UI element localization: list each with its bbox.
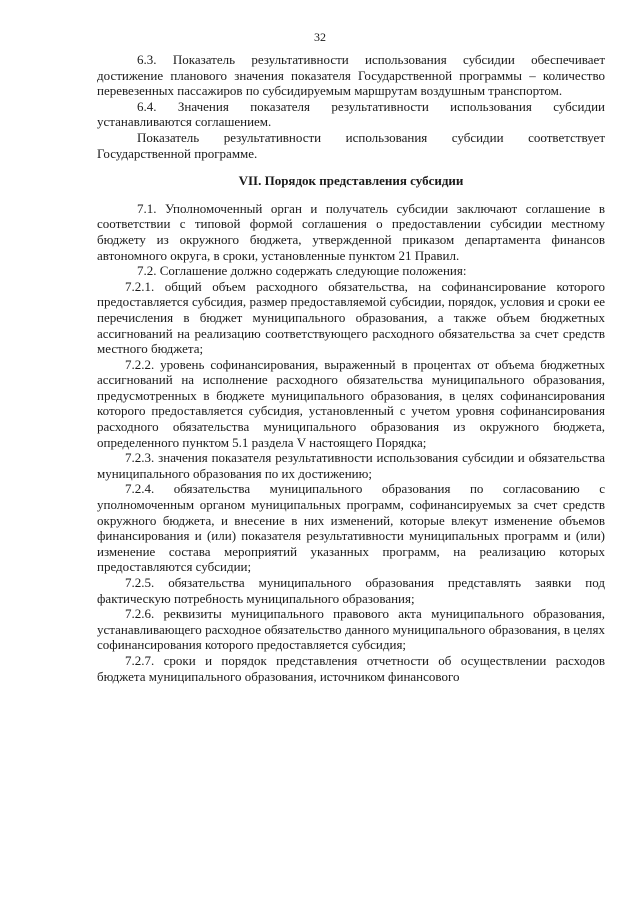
paragraph-indicator-note: Показатель результативности использования субсидии соответствует Государственной программе. xyxy=(97,129,605,161)
paragraph-7-2-1: 7.2.1. общий объем расходного обязательства, на софинансирование которого предоставляется субсидия, размер предоставляемой субсидии, порядок, условия и сроки ее перечисления в бюджет муниципального образования, а также объем бюджетных ассигнований на реализацию соответствующего расходного обязательства за счет средств местного бюджета; xyxy=(97,278,605,357)
paragraph-6-4: 6.4. Значения показателя результативности использования субсидии устанавливаются соглашением. xyxy=(97,98,605,130)
section-heading: VII. Порядок представления субсидии xyxy=(238,173,464,189)
paragraph-7-2-7: 7.2.7. сроки и порядок представления отчетности об осуществлении расходов бюджета муниципального образования, источником финансового xyxy=(97,652,605,684)
paragraph-7-2-3: 7.2.3. значения показателя результативности использования субсидии и обязательства муниципального образования по их достижению; xyxy=(97,450,605,481)
paragraph-7-2-4: 7.2.4. обязательства муниципального образования по согласованию с уполномоченным органом муниципальных программ, софинансируемых за счет средств окружного бюджета, и внесение в них изменений, которые влекут изменение объемов финансирования и (или) показателя результативности муниципальных программ и (или) изменение состава мероприятий указанных программ, на реализацию которых предоставляются субсидии; xyxy=(97,481,605,575)
paragraph-7-2-6: 7.2.6. реквизиты муниципального правового акта муниципального образования, устанавливающего расходное обязательство данного муниципального образования, в целях софинансирования которого предоставляется субсидия; xyxy=(97,606,605,653)
paragraph-6-3: 6.3. Показатель результативности использования субсидии обеспечивает достижение планового значения показателя Государственной программы – количество перевезенных пассажиров по субсидируемым маршрутам воздушным транспортом. xyxy=(97,52,605,99)
paragraph-7-2: 7.2. Соглашение должно содержать следующие положения: xyxy=(137,263,467,279)
page-number: 32 xyxy=(314,30,326,44)
paragraph-7-2-5: 7.2.5. обязательства муниципального образования представлять заявки под фактическую потребность муниципального образования; xyxy=(97,575,605,606)
paragraph-7-1: 7.1. Уполномоченный орган и получатель субсидии заключают соглашение в соответствии с типовой формой соглашения о предоставлении субсидии местному бюджету из окружного бюджета, утвержденной приказом департамента финансов автономного округа, в сроки, установленные пунктом 21 Правил. xyxy=(97,200,605,263)
paragraph-7-2-2: 7.2.2. уровень софинансирования, выраженный в процентах от объема бюджетных ассигнований на исполнение расходного обязательства муниципального образования, предусмотренных в бюджете муниципального образования, в целях софинансирования которого предоставляется субсидия, установленный с учетом уровня софинансирования расходного обязательства муниципального образования из окружного бюджета, определенного пунктом 5.1 раздела V настоящего Порядка; xyxy=(97,356,605,450)
document-body xyxy=(97,52,605,684)
